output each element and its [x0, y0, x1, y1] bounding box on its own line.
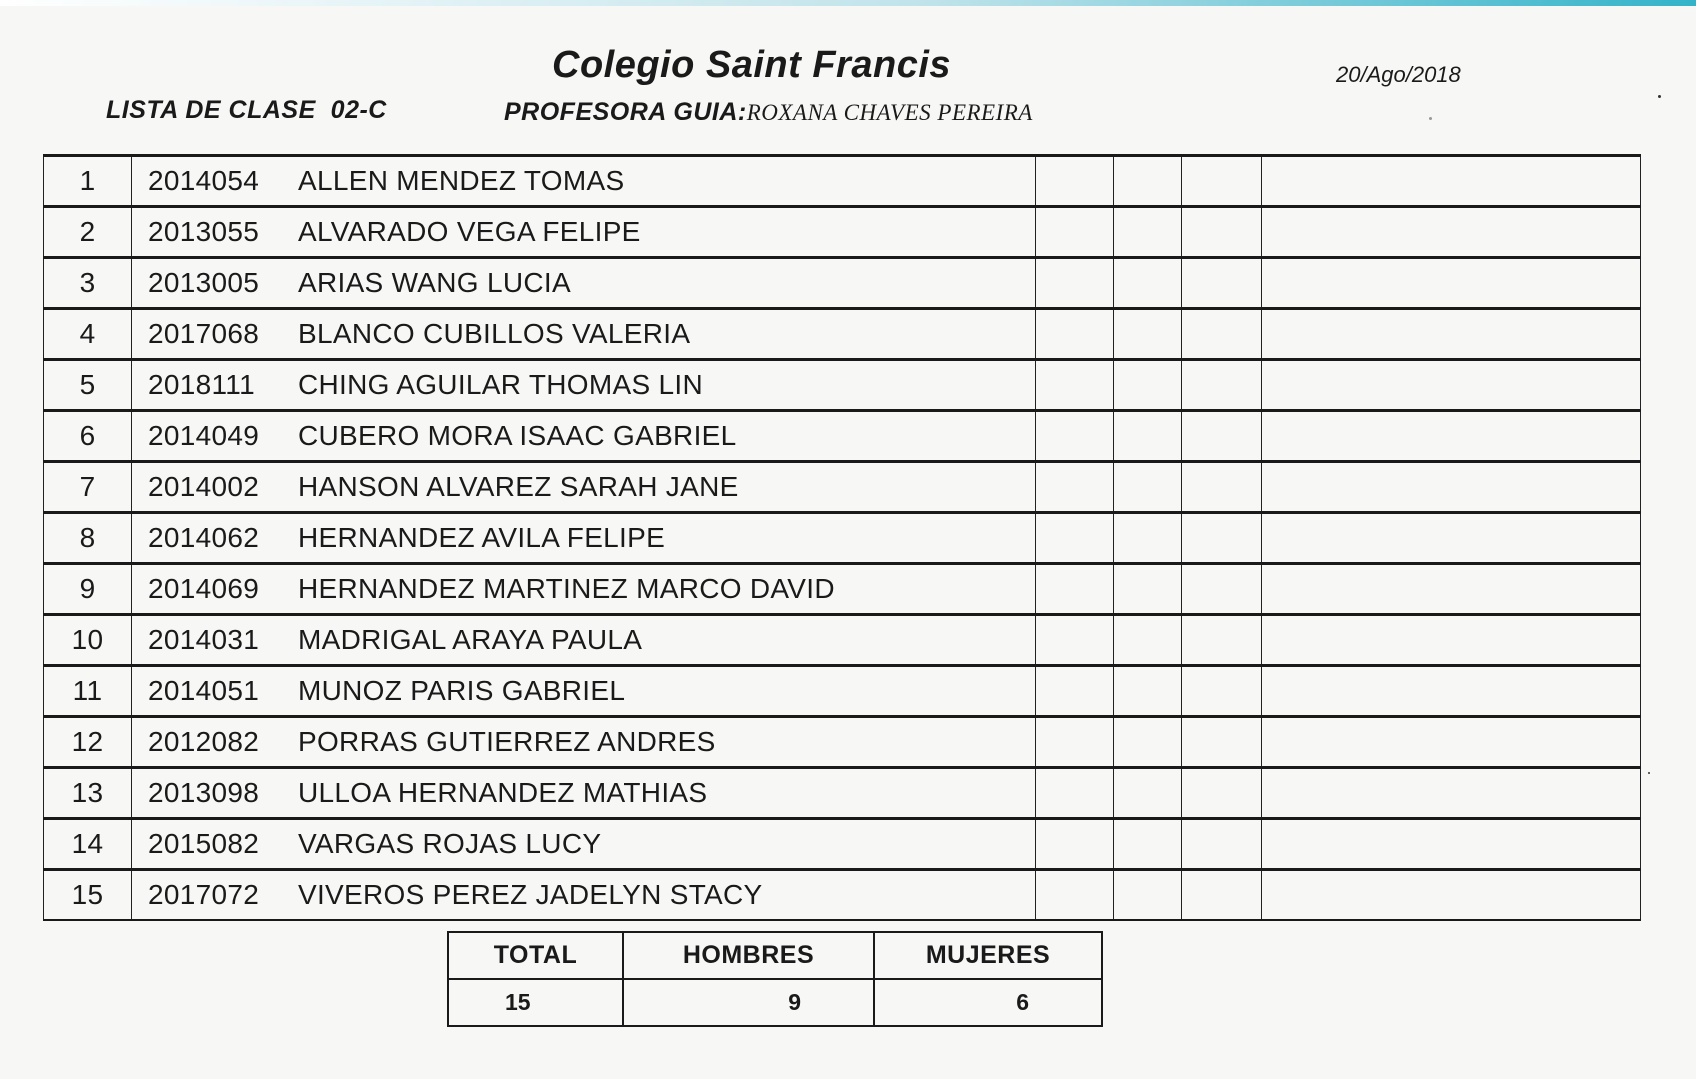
blank-cell	[1262, 768, 1641, 819]
student-name: PORRAS GUTIERREZ ANDRES	[298, 726, 716, 757]
student-row	[44, 513, 1641, 564]
blank-cell	[1114, 207, 1182, 258]
blank-cell	[1114, 564, 1182, 615]
student-id: 2017072	[148, 879, 260, 910]
blank-cell	[1262, 411, 1641, 462]
student-name: BLANCO CUBILLOS VALERIA	[298, 318, 691, 349]
student-cell	[132, 207, 1036, 258]
student-cell	[132, 717, 1036, 768]
blank-cell	[1036, 513, 1114, 564]
student-cell	[132, 564, 1036, 615]
blank-cell	[1182, 819, 1262, 870]
blank-cell	[1114, 156, 1182, 207]
student-id: 2014031	[148, 624, 260, 655]
women-value: 6	[874, 979, 1102, 1026]
student-number: 14	[44, 819, 132, 870]
blank-cell	[1036, 666, 1114, 717]
student-name: HANSON ALVAREZ SARAH JANE	[298, 471, 739, 502]
blank-cell	[1182, 462, 1262, 513]
list-date: 20/Ago/2018	[1336, 62, 1461, 87]
student-number: 6	[44, 411, 132, 462]
student-number: 8	[44, 513, 132, 564]
student-number: 3	[44, 258, 132, 309]
blank-cell	[1262, 564, 1641, 615]
blank-cell	[1036, 768, 1114, 819]
student-name: CUBERO MORA ISAAC GABRIEL	[298, 420, 737, 451]
student-cell	[132, 666, 1036, 717]
student-row	[44, 819, 1641, 870]
student-row	[44, 564, 1641, 615]
blank-cell	[1036, 870, 1114, 921]
student-cell	[132, 156, 1036, 207]
blank-cell	[1114, 615, 1182, 666]
student-id: 2014069	[148, 573, 260, 604]
blank-cell	[1114, 717, 1182, 768]
blank-cell	[1262, 309, 1641, 360]
blank-cell	[1262, 615, 1641, 666]
blank-cell	[1036, 411, 1114, 462]
blank-cell	[1182, 768, 1262, 819]
student-cell	[132, 768, 1036, 819]
blank-cell	[1114, 819, 1182, 870]
men-value: 9	[623, 979, 874, 1026]
summary-header-row	[448, 932, 1102, 979]
student-row	[44, 309, 1641, 360]
student-row	[44, 360, 1641, 411]
blank-cell	[1114, 768, 1182, 819]
student-name: VIVEROS PEREZ JADELYN STACY	[298, 879, 763, 910]
student-name: ARIAS WANG LUCIA	[298, 267, 571, 298]
student-id: 2014049	[148, 420, 260, 451]
student-name: MUNOZ PARIS GABRIEL	[298, 675, 626, 706]
teacher-line	[504, 98, 1033, 127]
blank-cell	[1114, 513, 1182, 564]
school-name: Colegio Saint Francis	[552, 44, 952, 86]
student-cell	[132, 258, 1036, 309]
blank-cell	[1114, 666, 1182, 717]
student-number: 10	[44, 615, 132, 666]
summary-values-row	[448, 979, 1102, 1026]
blank-cell	[1114, 309, 1182, 360]
student-row	[44, 156, 1641, 207]
blank-cell	[1262, 462, 1641, 513]
student-row	[44, 615, 1641, 666]
blank-cell	[1182, 513, 1262, 564]
total-header: TOTAL	[448, 932, 623, 979]
student-cell	[132, 360, 1036, 411]
student-row	[44, 768, 1641, 819]
blank-cell	[1182, 411, 1262, 462]
student-id: 2013005	[148, 267, 260, 298]
student-number: 4	[44, 309, 132, 360]
student-cell	[132, 870, 1036, 921]
student-id: 2018111	[148, 369, 255, 400]
class-list-label: LISTA DE CLASE 02-C	[106, 96, 387, 124]
student-id: 2014054	[148, 165, 260, 196]
blank-cell	[1262, 717, 1641, 768]
student-cell	[132, 309, 1036, 360]
blank-cell	[1262, 870, 1641, 921]
student-number: 9	[44, 564, 132, 615]
blank-cell	[1036, 156, 1114, 207]
student-row	[44, 870, 1641, 921]
student-number: 12	[44, 717, 132, 768]
student-id: 2014002	[148, 471, 260, 502]
student-id: 2013098	[148, 777, 260, 808]
student-row	[44, 666, 1641, 717]
teacher-name: ROXANA CHAVES PEREIRA	[746, 100, 1033, 125]
blank-cell	[1182, 717, 1262, 768]
women-header: MUJERES	[874, 932, 1102, 979]
blank-cell	[1262, 819, 1641, 870]
blank-cell	[1182, 258, 1262, 309]
student-name: ALLEN MENDEZ TOMAS	[298, 165, 625, 196]
blank-cell	[1036, 462, 1114, 513]
summary-table	[447, 931, 1103, 1027]
student-name: MADRIGAL ARAYA PAULA	[298, 624, 643, 655]
student-cell	[132, 411, 1036, 462]
blank-cell	[1262, 513, 1641, 564]
student-number: 15	[44, 870, 132, 921]
blank-cell	[1036, 564, 1114, 615]
roster-body	[44, 156, 1641, 921]
blank-cell	[1036, 819, 1114, 870]
student-id: 2014062	[148, 522, 260, 553]
blank-cell	[1182, 666, 1262, 717]
blank-cell	[1262, 156, 1641, 207]
blank-cell	[1262, 258, 1641, 309]
blank-cell	[1114, 360, 1182, 411]
blank-cell	[1182, 309, 1262, 360]
student-number: 5	[44, 360, 132, 411]
blank-cell	[1262, 207, 1641, 258]
student-name: HERNANDEZ AVILA FELIPE	[298, 522, 666, 553]
blank-cell	[1036, 717, 1114, 768]
blank-cell	[1114, 258, 1182, 309]
student-name: HERNANDEZ MARTINEZ MARCO DAVID	[298, 573, 835, 604]
blank-cell	[1182, 360, 1262, 411]
blank-cell	[1182, 156, 1262, 207]
blank-cell	[1182, 207, 1262, 258]
student-name: ULLOA HERNANDEZ MATHIAS	[298, 777, 708, 808]
scan-speck	[1658, 95, 1661, 98]
blank-cell	[1036, 309, 1114, 360]
class-roster-table	[43, 154, 1641, 921]
student-number: 11	[44, 666, 132, 717]
blank-cell	[1182, 870, 1262, 921]
student-name: ALVARADO VEGA FELIPE	[298, 216, 641, 247]
student-cell	[132, 615, 1036, 666]
student-cell	[132, 513, 1036, 564]
student-row	[44, 207, 1641, 258]
student-id: 2017068	[148, 318, 260, 349]
blank-cell	[1036, 207, 1114, 258]
student-number: 13	[44, 768, 132, 819]
blank-cell	[1114, 462, 1182, 513]
student-id: 2014051	[148, 675, 260, 706]
men-header: HOMBRES	[623, 932, 874, 979]
student-row	[44, 411, 1641, 462]
blank-cell	[1262, 666, 1641, 717]
blank-cell	[1036, 615, 1114, 666]
student-number: 2	[44, 207, 132, 258]
student-id: 2013055	[148, 216, 260, 247]
student-name: VARGAS ROJAS LUCY	[298, 828, 602, 859]
teacher-label: PROFESORA GUIA:	[504, 98, 747, 126]
student-cell	[132, 462, 1036, 513]
student-number: 1	[44, 156, 132, 207]
scan-edge	[0, 0, 1696, 6]
student-row	[44, 462, 1641, 513]
total-value: 15	[448, 979, 623, 1026]
scan-speck	[1429, 117, 1432, 120]
blank-cell	[1182, 564, 1262, 615]
blank-cell	[1114, 411, 1182, 462]
student-cell	[132, 819, 1036, 870]
student-id: 2015082	[148, 828, 260, 859]
blank-cell	[1182, 615, 1262, 666]
student-number: 7	[44, 462, 132, 513]
student-row	[44, 717, 1641, 768]
blank-cell	[1036, 258, 1114, 309]
blank-cell	[1262, 360, 1641, 411]
blank-cell	[1036, 360, 1114, 411]
student-name: CHING AGUILAR THOMAS LIN	[298, 369, 703, 400]
student-row	[44, 258, 1641, 309]
scan-speck	[1648, 772, 1650, 774]
student-id: 2012082	[148, 726, 260, 757]
blank-cell	[1114, 870, 1182, 921]
